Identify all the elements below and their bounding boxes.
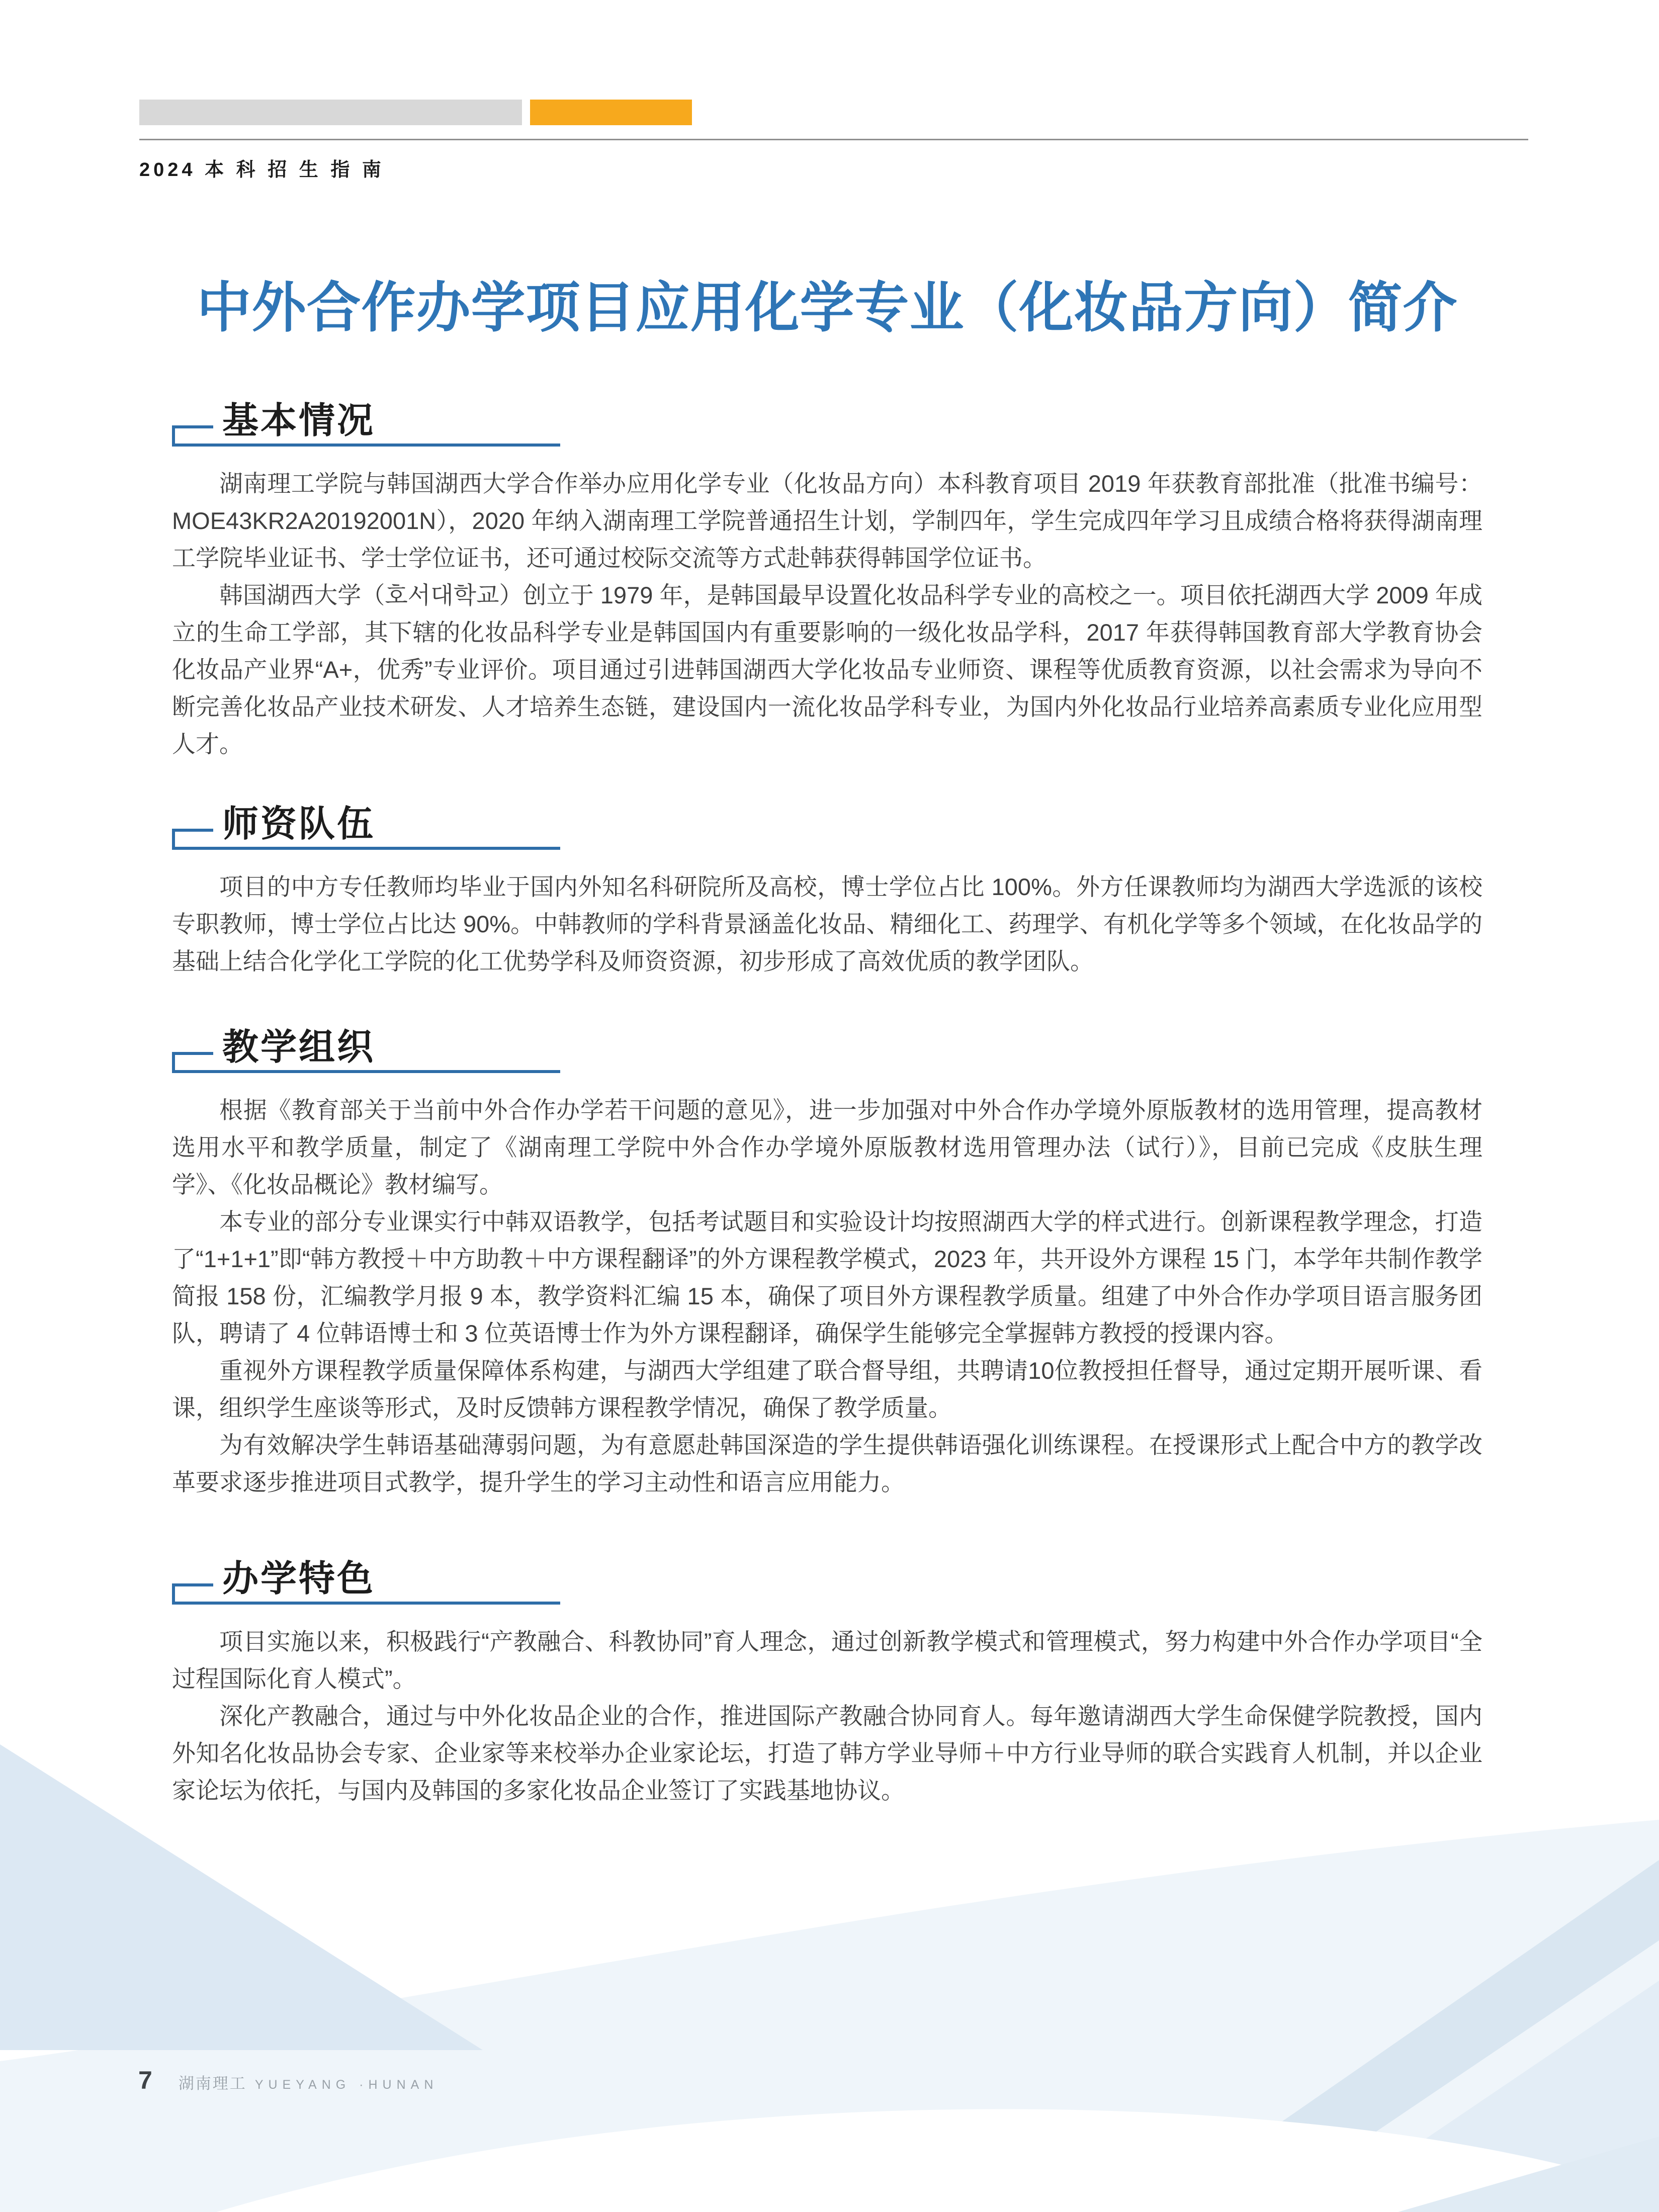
section-heading-text: 基本情况 [222, 401, 376, 441]
section-heading [172, 401, 1482, 449]
section-basic-info [172, 401, 1482, 763]
heading-bracket-tick [172, 425, 213, 428]
section-heading [172, 1027, 1482, 1076]
section-heading-text: 师资队伍 [222, 804, 376, 844]
school-location: YUEYANG ·HUNAN [254, 2078, 439, 2092]
section-teaching-organization [172, 1027, 1482, 1501]
section-school-features [172, 1559, 1482, 1809]
section-heading [172, 804, 1482, 852]
section-heading-text: 办学特色 [222, 1559, 376, 1599]
paragraph: 湖南理工学院与韩国湖西大学合作举办应用化学专业（化妆品方向）本科教育项目 2019 年获教育部批准（批准书编号：MOE43KR2A20192001N），2020 年纳入湖南理工学院普通招生计划，学制四年，学生完成四年学习且成绩合格将获得湖南理工学院毕业证书、学士学位证书，还可通过校际交流等方式赴韩获得韩国学位证书。 [172, 470, 1482, 571]
guide-title: 2024 本 科 招 生 指 南 [139, 159, 385, 181]
paragraph: 项目实施以来，积极践行“产教融合、科教协同”育人理念，通过创新教学模式和管理模式，努力构建中外合作办学项目“全过程国际化育人模式”。 [172, 1628, 1482, 1692]
header-bar-orange [530, 100, 692, 125]
page-title: 中外合作办学项目应用化学专业（化妆品方向）简介 [197, 277, 1458, 338]
paragraph: 深化产教融合，通过与中外化妆品企业的合作，推进国际产教融合协同育人。每年邀请湖西大学生命保健学院教授，国内外知名化妆品协会专家、企业家等来校举办企业家论坛，打造了韩方学业导师＋中方行业导师的联合实践育人机制，并以企业家论坛为依托，与国内及韩国的多家化妆品企业签订了实践基地协议。 [172, 1703, 1482, 1804]
heading-bracket-tick [172, 829, 213, 832]
paragraph: 根据《教育部关于当前中外合作办学若干问题的意见》，进一步加强对中外合作办学境外原版教材的选用管理，提高教材选用水平和教学质量，制定了《湖南理工学院中外合作办学境外原版教材选用管理办法（试行）》，目前已完成《皮肤生理学》、《化妆品概论》教材编写。 [172, 1097, 1482, 1198]
school-name: 湖南理工 [178, 2075, 247, 2092]
heading-bracket-tick [172, 1583, 213, 1586]
paragraph: 本专业的部分专业课实行中韩双语教学，包括考试题目和实验设计均按照湖西大学的样式进行。创新课程教学理念，打造了“1+1+1”即“韩方教授＋中方助教＋中方课程翻译”的外方课程教学模式，2023 年，共开设外方课程 15 门，本学年共制作教学简报 158 份，汇编教学月报 9 本，教学资料汇编 15 本，确保了项目外方课程教学质量。组建了中外合作办学项目语言服务团队，聘请了 4 位韩语博士和 3 位英语博士作为外方课程翻译，确保学生能够完全掌握韩方教授的授课内容。 [172, 1208, 1482, 1347]
section-heading-text: 教学组织 [222, 1027, 376, 1068]
heading-bracket-tick [172, 1052, 213, 1055]
section-heading [172, 1559, 1482, 1607]
page-number: 7 [138, 2066, 152, 2094]
header-bar-gray [139, 100, 522, 125]
section-faculty [172, 804, 1482, 980]
paragraph: 韩国湖西大学（호서대학교）创立于 1979 年，是韩国最早设置化妆品科学专业的高校之一。项目依托湖西大学 2009 年成立的生命工学部，其下辖的化妆品科学专业是韩国国内有重要影响的一级化妆品学科，2017 年获得韩国教育部大学教育协会化妆品产业界“A+，优秀”专业评价。项目通过引进韩国湖西大学化妆品专业师资、课程等优质教育资源，以社会需求为导向不断完善化妆品产业技术研发、人才培养生态链，建设国内一流化妆品学科专业，为国内外化妆品行业培养高素质专业化应用型人才。 [172, 582, 1482, 757]
paragraph: 项目的中方专任教师均毕业于国内外知名科研院所及高校，博士学位占比 100%。外方任课教师均为湖西大学选派的该校专职教师，博士学位占比达 90%。中韩教师的学科背景涵盖化妆品、精细化工、药理学、有机化学等多个领域，在化妆品学的基础上结合化学化工学院的化工优势学科及师资资源，初步形成了高效优质的教学团队。 [172, 873, 1482, 975]
paragraph: 重视外方课程教学质量保障体系构建，与湖西大学组建了联合督导组，共聘请10位教授担任督导，通过定期开展听课、看课，组织学生座谈等形式，及时反馈韩方课程教学情况，确保了教学质量。 [172, 1357, 1482, 1421]
paragraph: 为有效解决学生韩语基础薄弱问题，为有意愿赴韩国深造的学生提供韩语强化训练课程。在授课形式上配合中方的教学改革要求逐步推进项目式教学，提升学生的学习主动性和语言应用能力。 [172, 1432, 1482, 1495]
page-footer [138, 2066, 438, 2095]
header-rule [139, 139, 1528, 140]
